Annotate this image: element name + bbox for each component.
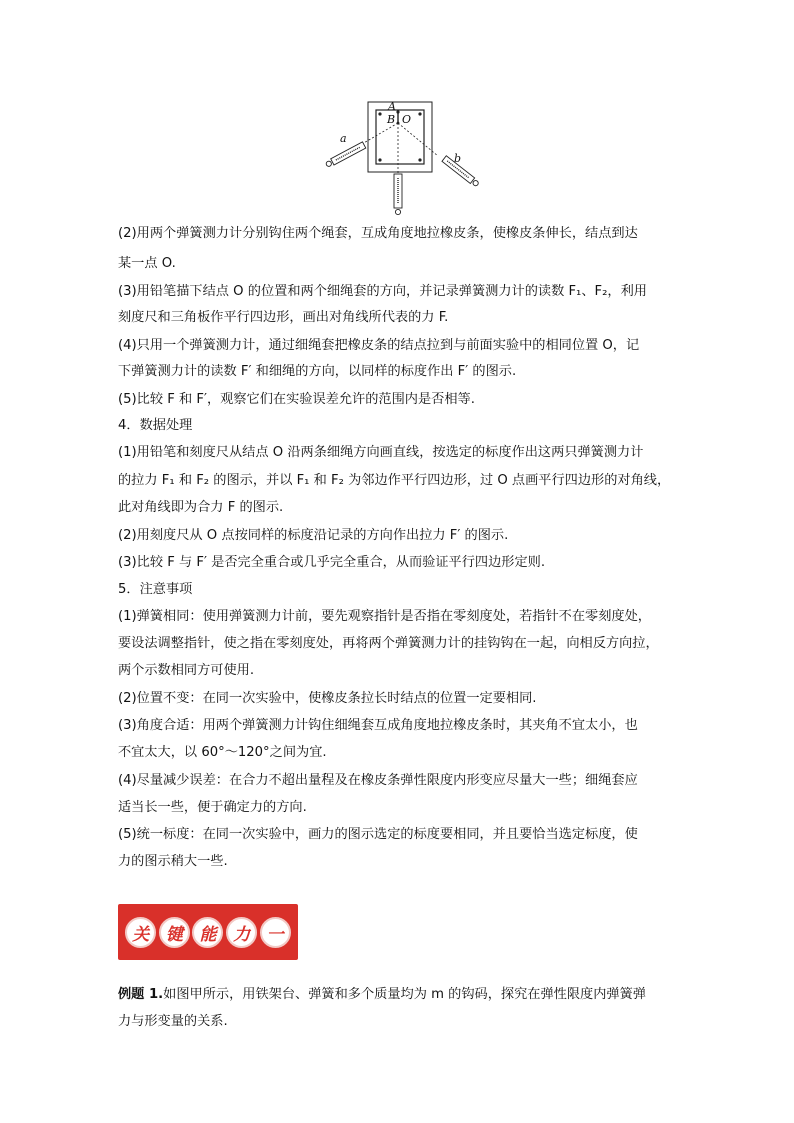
label-o: O	[402, 113, 412, 126]
pin	[378, 158, 381, 161]
example-line-2: 力与形变量的关系.	[118, 1014, 228, 1029]
spring-balance-down	[394, 174, 402, 215]
note-3-line-2: 不宜太大，以 60°～120°之间为宜.	[118, 745, 327, 760]
note-1-line-1: (1)弹簧相同：使用弹簧测力计前，要先观察指针是否指在零刻度处，若指针不在零刻度处，	[118, 609, 651, 624]
processing-3-line-1: (3)比较 F 与 F′ 是否完全重合或几乎完全重合，从而验证平行四边形定则.	[118, 555, 546, 570]
notes-heading: 5．注意事项	[118, 582, 193, 597]
note-3-line-1: (3)角度合适：用两个弹簧测力计钩住细绳套互成角度地拉橡皮条时，其夹角不宜太小，也	[118, 718, 638, 733]
label-a-string: a	[340, 132, 347, 145]
step-4-line-1: (4)只用一个弹簧测力计，通过细绳套把橡皮条的结点拉到与前面实验中的相同位置 O，记	[118, 338, 640, 353]
pin	[418, 112, 421, 115]
key-ability-banner	[118, 904, 298, 960]
banner-char-2: 键	[159, 917, 190, 948]
note-4-line-1: (4)尽量减少误差：在合力不超出量程及在橡皮条弹性限度内形变应尽量大一些；细绳套应	[118, 773, 638, 788]
banner-char-1: 关	[125, 917, 156, 948]
data-processing-heading: 4．数据处理	[118, 418, 193, 433]
experiment-figure	[318, 96, 502, 222]
processing-1-line-2: 的拉力 F₁ 和 F₂ 的图示，并以 F₁ 和 F₂ 为邻边作平行四边形，过 O 点画平行四边形的对角线，	[118, 473, 671, 488]
banner-char-3: 能	[192, 917, 223, 948]
note-5-line-1: (5)统一标度：在同一次实验中，画力的图示选定的标度要相同，并且要恰当选定标度，使	[118, 827, 638, 842]
step-3-line-1: (3)用铅笔描下结点 O 的位置和两个细绳套的方向，并记录弹簧测力计的读数 F₁、F₂，利用	[118, 284, 647, 299]
note-2-line-1: (2)位置不变：在同一次实验中，使橡皮条拉长时结点的位置一定要相同.	[118, 691, 537, 706]
example-line-1	[118, 985, 646, 1005]
pin	[418, 158, 421, 161]
label-b-string: b	[454, 152, 462, 165]
processing-2-line-1: (2)用刻度尺从 O 点按同样的标度沿记录的方向作出拉力 F′ 的图示.	[118, 528, 509, 543]
step-2-line-2: 某一点 O.	[118, 256, 176, 271]
banner-char-5: 一	[260, 917, 291, 948]
pin	[378, 112, 381, 115]
step-2-line-1: (2)用两个弹簧测力计分别钩住两个绳套，互成角度地拉橡皮条，使橡皮条伸长，结点到达	[118, 226, 638, 241]
step-3-line-2: 刻度尺和三角板作平行四边形，画出对角线所代表的力 F.	[118, 310, 449, 325]
step-5-line-1: (5)比较 F 和 F′，观察它们在实验误差允许的范围内是否相等.	[118, 392, 475, 407]
note-4-line-2: 适当长一些，便于确定力的方向.	[118, 800, 307, 815]
processing-1-line-1: (1)用铅笔和刻度尺从结点 O 沿两条细绳方向画直线，按选定的标度作出这两只弹簧测力计	[118, 445, 644, 460]
step-4-line-2: 下弹簧测力计的读数 F′ 和细绳的方向，以同样的标度作出 F′ 的图示.	[118, 364, 517, 379]
example-label: 例题 1.	[118, 987, 164, 1002]
note-1-line-2: 要设法调整指针，使之指在零刻度处，再将两个弹簧测力计的挂钩钩在一起，向相反方向拉，	[118, 636, 659, 651]
banner-char-4: 力	[226, 917, 257, 948]
note-1-line-3: 两个示数相同方可使用.	[118, 663, 255, 678]
note-5-line-2: 力的图示稍大一些.	[118, 854, 228, 869]
spring-balance-a	[325, 142, 366, 168]
example-line-1-text: 如图甲所示，用铁架台、弹簧和多个质量均为 m 的钩码，探究在弹性限度内弹簧弹	[163, 987, 646, 1002]
label-b-point: B	[387, 113, 396, 126]
processing-1-line-3: 此对角线即为合力 F 的图示.	[118, 500, 284, 515]
paper-sheet	[376, 110, 424, 164]
label-a-point: A	[388, 100, 396, 113]
